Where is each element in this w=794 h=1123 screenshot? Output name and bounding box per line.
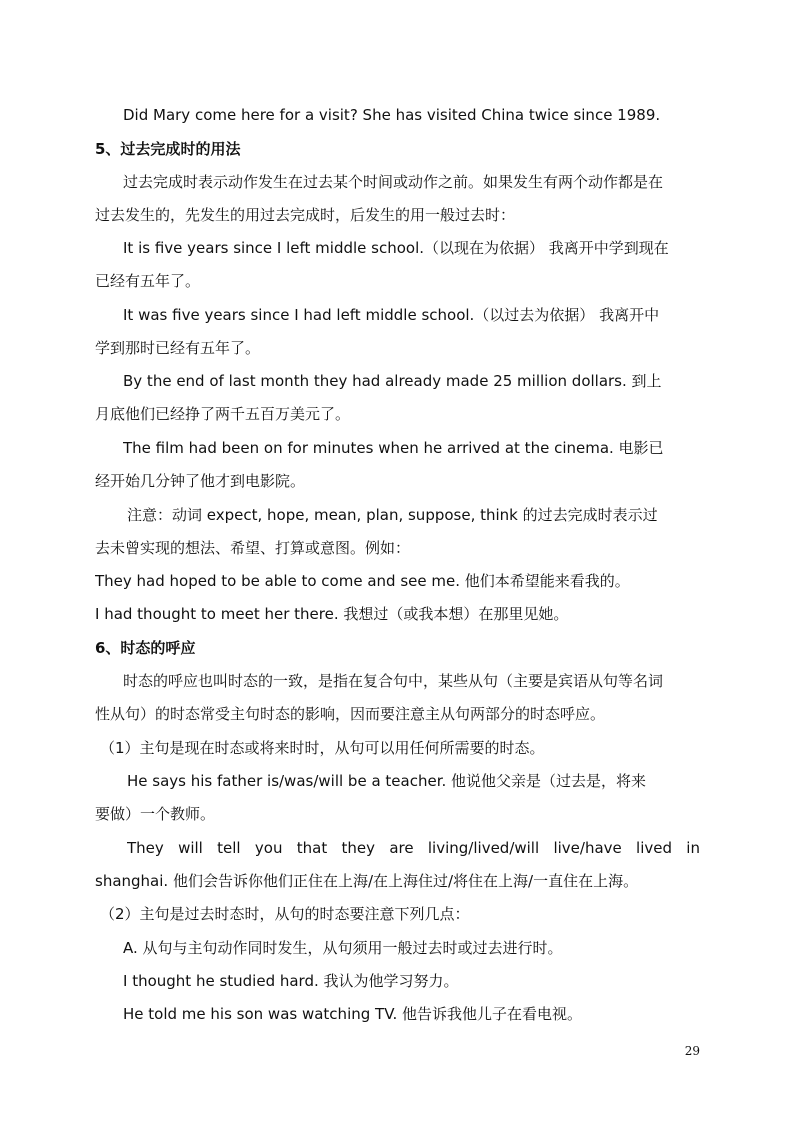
section-heading-past-perfect: 5、过去完成时的用法	[95, 140, 241, 158]
text-line: 月底他们已经挣了两千五百万美元了。	[95, 405, 351, 423]
example-line: They will tell you that they are living/lived/will live/have lived in	[127, 839, 700, 857]
example-line: I had thought to meet her there. 我想过（或我本想）在那里见她。	[95, 605, 569, 623]
section-heading-tense-agreement: 6、时态的呼应	[95, 639, 196, 657]
text-line: 学到那时已经有五年了。	[95, 339, 261, 357]
text-line: By the end of last month they had already made 25 million dollars. 到上	[123, 372, 662, 390]
note-line: 注意：动词 expect, hope, mean, plan, suppose, think 的过去完成时表示过	[127, 506, 658, 524]
text-line: 过去发生的，先发生的用过去完成时，后发生的用一般过去时：	[95, 206, 516, 224]
rule-heading-2: （2）主句是过去时态时，从句的时态要注意下列几点：	[100, 905, 470, 923]
text-line: It is five years since I left middle school.（以现在为依据） 我离开中学到现在	[123, 239, 669, 257]
text-line: 经开始几分钟了他才到电影院。	[95, 472, 306, 490]
text-line: 性从句）的时态常受主句时态的影响，因而要注意主从句两部分的时态呼应。	[95, 705, 606, 723]
example-line: He says his father is/was/will be a teacher. 他说他父亲是（过去是，将来	[127, 772, 647, 790]
example-line: He told me his son was watching TV. 他告诉我他儿子在看电视。	[123, 1005, 583, 1023]
rule-heading-1: （1）主句是现在时态或将来时时，从句可以用任何所需要的时态。	[100, 739, 545, 757]
page-number: 29	[684, 1044, 700, 1058]
text-line: shanghai. 他们会告诉你他们正住在上海/在上海住过/将住在上海/一直住在上海。	[95, 872, 639, 890]
text-line: 已经有五年了。	[95, 272, 201, 290]
text-line: The film had been on for minutes when he arrived at the cinema. 电影已	[123, 439, 664, 457]
rule-item-a: A. 从句与主句动作同时发生，从句须用一般过去时或过去进行时。	[123, 939, 563, 957]
text-line: It was five years since I had left middle school.（以过去为依据） 我离开中	[123, 306, 660, 324]
text-line: Did Mary come here for a visit? She has visited China twice since 1989.	[123, 106, 661, 124]
example-line: I thought he studied hard. 我认为他学习努力。	[123, 972, 459, 990]
text-line: 过去完成时表示动作发生在过去某个时间或动作之前。如果发生有两个动作都是在	[123, 173, 664, 191]
text-line: 时态的呼应也叫时态的一致，是指在复合句中，某些从句（主要是宾语从句等名词	[123, 672, 664, 690]
example-line: They had hoped to be able to come and see me. 他们本希望能来看我的。	[95, 572, 630, 590]
text-line: 去未曾实现的想法、希望、打算或意图。例如：	[95, 539, 411, 557]
text-line: 要做）一个教师。	[95, 805, 216, 823]
